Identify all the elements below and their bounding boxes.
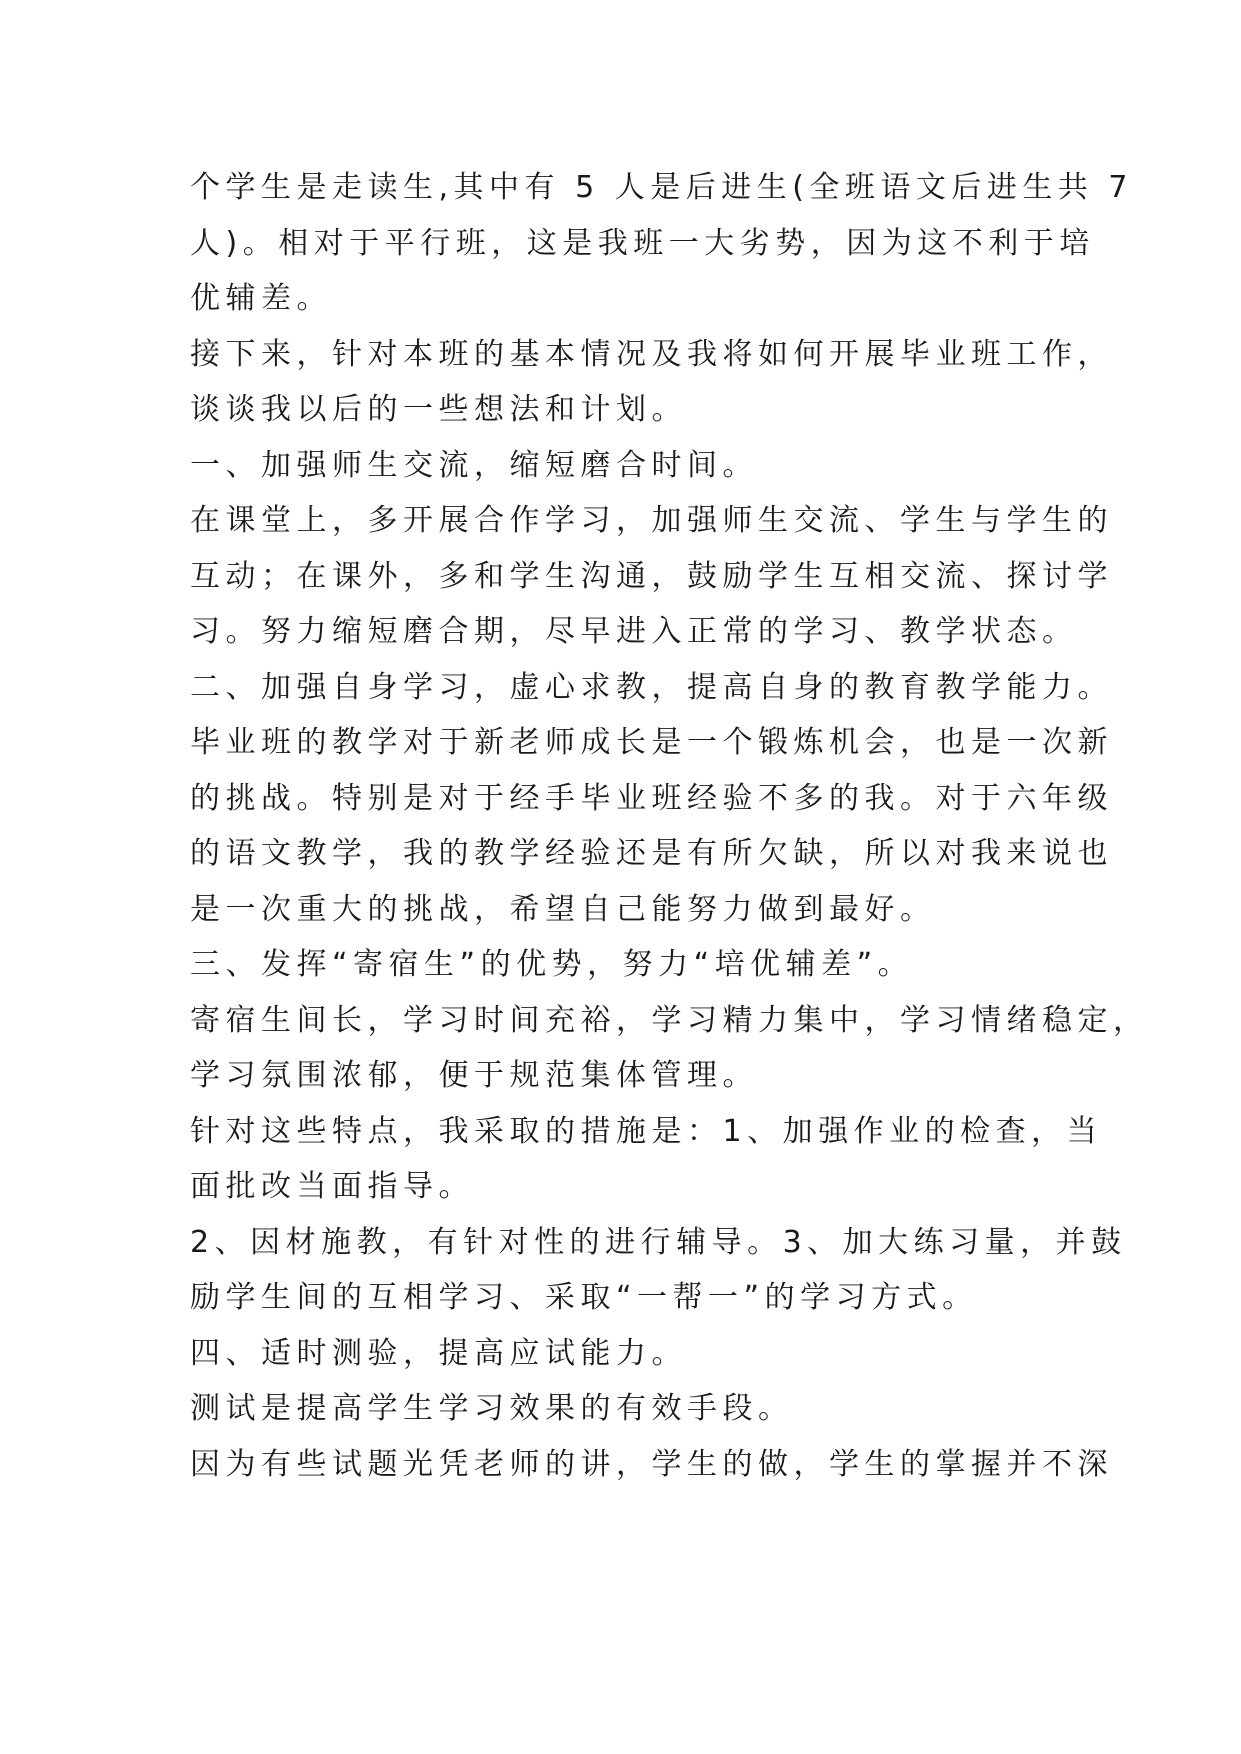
text-line: 互动；在课外，多和学生沟通，鼓励学生互相交流、探讨学 — [190, 558, 1113, 594]
text-line: 人)。相对于平行班，这是我班一大劣势，因为这不利于培 — [190, 225, 1095, 261]
text-line: 毕业班的教学对于新老师成长是一个锻炼机会，也是一次新 — [190, 725, 1113, 760]
text-line: 个学生是走读生,其中有 5 人是后进生(全班语文后进生共 7 — [190, 170, 1134, 205]
text-line: 针对这些特点，我采取的措施是：1、加强作业的检查，当 — [190, 1113, 1103, 1149]
text-line: 接下来，针对本班的基本情况及我将如何开展毕业班工作， — [190, 336, 1113, 372]
text-line: 学习氛围浓郁，便于规范集体管理。 — [190, 1058, 758, 1093]
text-line: 励学生间的互相学习、采取“一帮一”的学习方式。 — [190, 1280, 978, 1315]
text-line: 2、因材施教，有针对性的进行辅导。3、加大练习量，并鼓 — [190, 1224, 1127, 1260]
text-line: 寄宿生间长，学习时间充裕，学习精力集中，学习情绪稳定， — [190, 1002, 1149, 1038]
section-heading: 四、适时测验，提高应试能力。 — [190, 1335, 687, 1371]
text-line: 谈谈我以后的一些想法和计划。 — [190, 392, 687, 427]
text-line: 优辅差。 — [190, 281, 332, 316]
text-line: 在课堂上，多开展合作学习，加强师生交流、学生与学生的 — [190, 503, 1113, 538]
text-line: 因为有些试题光凭老师的讲，学生的做，学生的掌握并不深 — [190, 1446, 1113, 1482]
text-line: 测试是提高学生学习效果的有效手段。 — [190, 1391, 794, 1426]
document-body — [190, 160, 1149, 1492]
section-heading: 三、发挥“寄宿生”的优势，努力“培优辅差”。 — [190, 947, 914, 982]
text-line: 是一次重大的挑战，希望自己能努力做到最好。 — [190, 891, 936, 927]
text-line: 的语文教学，我的教学经验还是有所欠缺，所以对我来说也 — [190, 836, 1113, 871]
section-heading: 一、加强师生交流，缩短磨合时间。 — [190, 447, 758, 483]
text-line: 面批改当面指导。 — [190, 1169, 474, 1204]
text-line: 的挑战。特别是对于经手毕业班经验不多的我。对于六年级 — [190, 780, 1113, 816]
text-line: 习。努力缩短磨合期，尽早进入正常的学习、教学状态。 — [190, 614, 1078, 649]
section-heading: 二、加强自身学习，虚心求教，提高自身的教育教学能力。 — [190, 669, 1113, 705]
